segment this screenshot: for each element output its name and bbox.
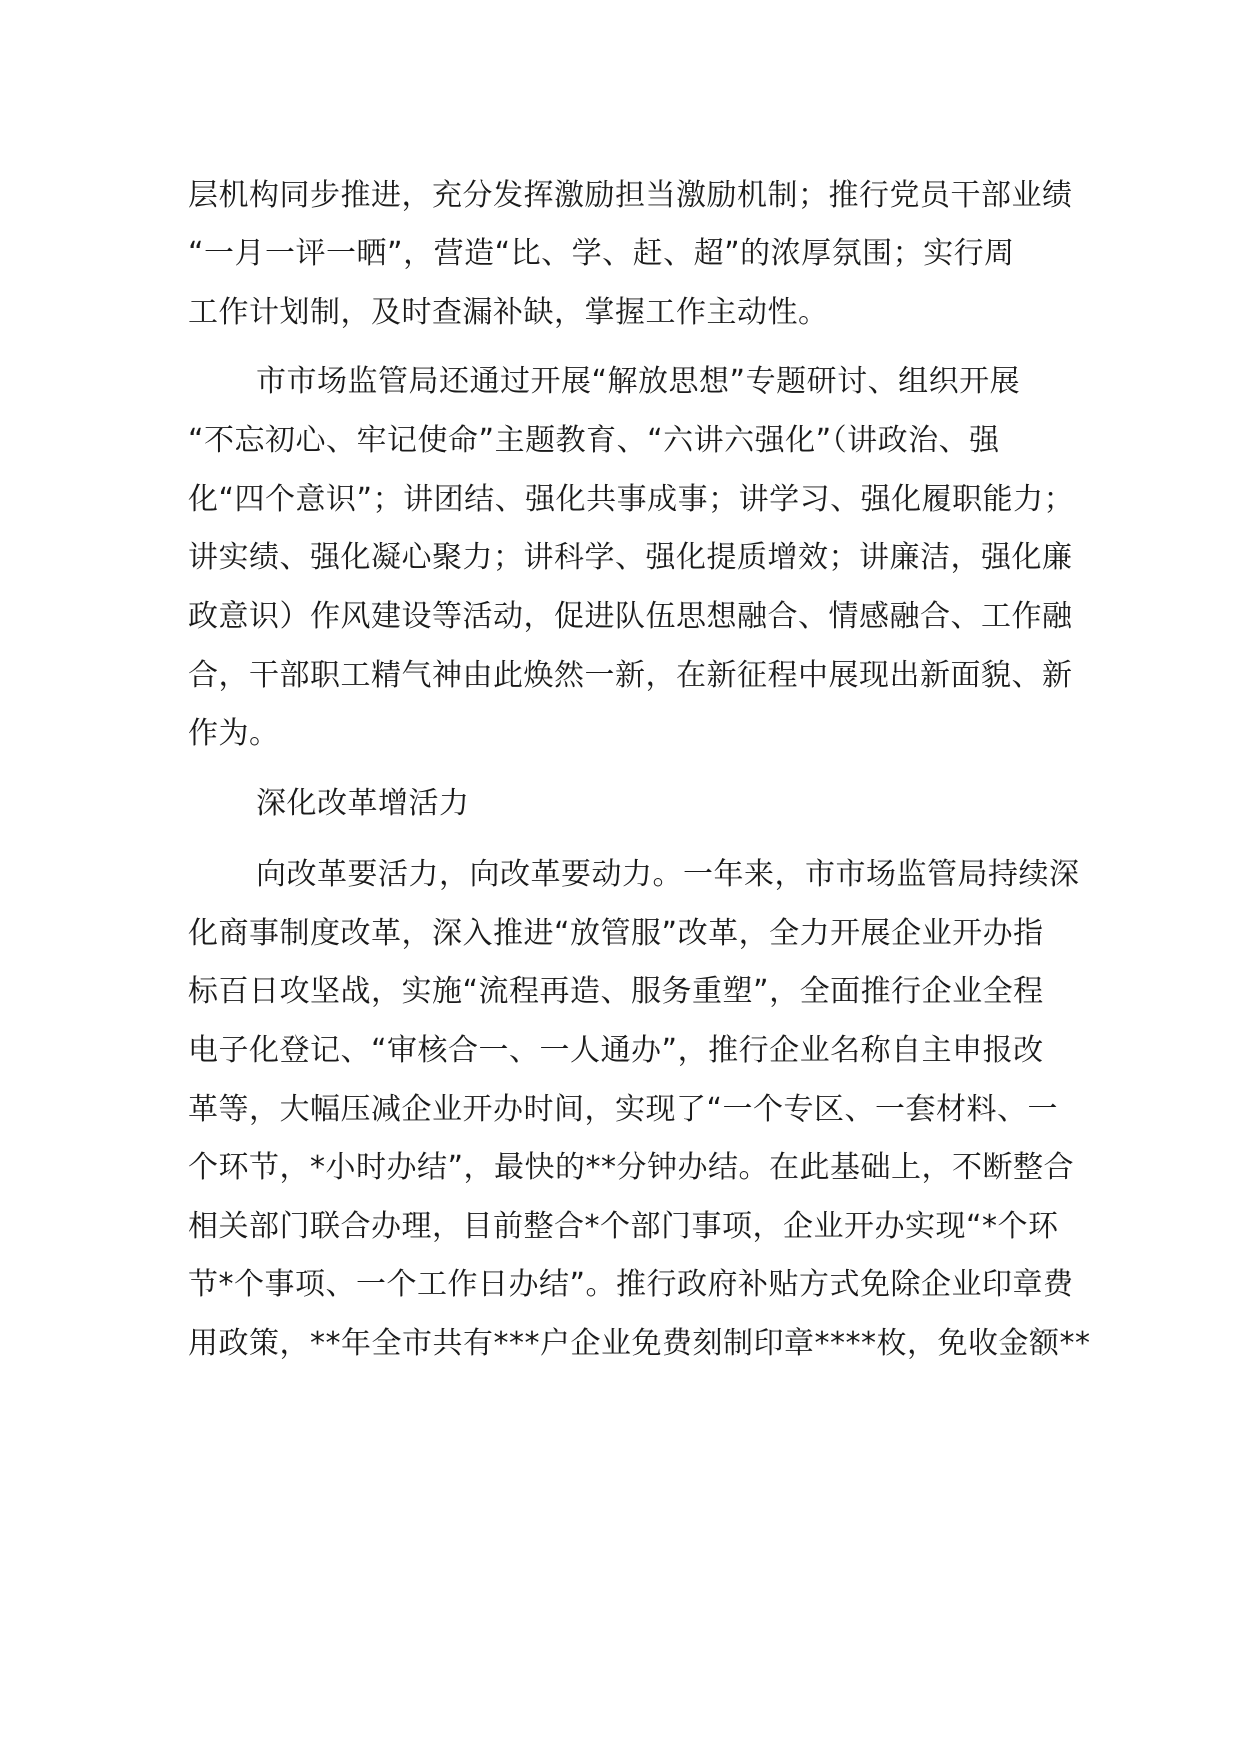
text-line: 用政策，**年全市共有***户企业免费刻制印章****枚，免收金额**: [188, 1326, 1091, 1361]
text-line: 作为。: [188, 716, 280, 751]
text-line: “不忘初心、牢记使命”主题教育、“六讲六强化”（讲政治、强: [188, 423, 1000, 458]
text-line: 讲实绩、强化凝心聚力；讲科学、强化提质增效；讲廉洁，强化廉: [188, 540, 1073, 575]
text-line: 节*个事项、一个工作日办结”。推行政府补贴方式免除企业印章费: [188, 1267, 1074, 1302]
text-line: 工作计划制，及时查漏补缺，掌握工作主动性。: [188, 295, 829, 330]
text-line: 化商事制度改革，深入推进“放管服”改革，全力开展企业开办指: [188, 916, 1044, 951]
text-line: 政意识）作风建设等活动，促进队伍思想融合、情感融合、工作融: [188, 599, 1073, 634]
paragraph-first-line: 向改革要活力，向改革要动力。一年来，市市场监管局持续深: [256, 857, 1080, 892]
text-line: 化“四个意识”；讲团结、强化共事成事；讲学习、强化履职能力；: [188, 482, 1075, 517]
text-line: 个环节，*小时办结”，最快的**分钟办结。在此基础上，不断整合: [188, 1150, 1075, 1185]
paragraph-first-line: 市市场监管局还通过开展“解放思想”专题研讨、组织开展: [256, 364, 1021, 399]
text-line: 相关部门联合办理，目前整合*个部门事项，企业开办实现“*个环: [188, 1209, 1059, 1244]
text-line: 革等，大幅压减企业开办时间，实现了“一个专区、一套材料、一: [188, 1092, 1059, 1127]
text-line: 电子化登记、“审核合一、一人通办”，推行企业名称自主申报改: [188, 1033, 1044, 1068]
text-line: 标百日攻坚战，实施“流程再造、服务重塑”，全面推行企业全程: [188, 974, 1044, 1009]
section-heading: 深化改革增活力: [256, 786, 470, 821]
text-line: 层机构同步推进，充分发挥激励担当激励机制；推行党员干部业绩: [188, 178, 1073, 213]
text-line: 合，干部职工精气神由此焕然一新，在新征程中展现出新面貌、新: [188, 658, 1073, 693]
text-line: “一月一评一晒”，营造“比、学、赶、超”的浓厚氛围；实行周: [188, 236, 1015, 271]
